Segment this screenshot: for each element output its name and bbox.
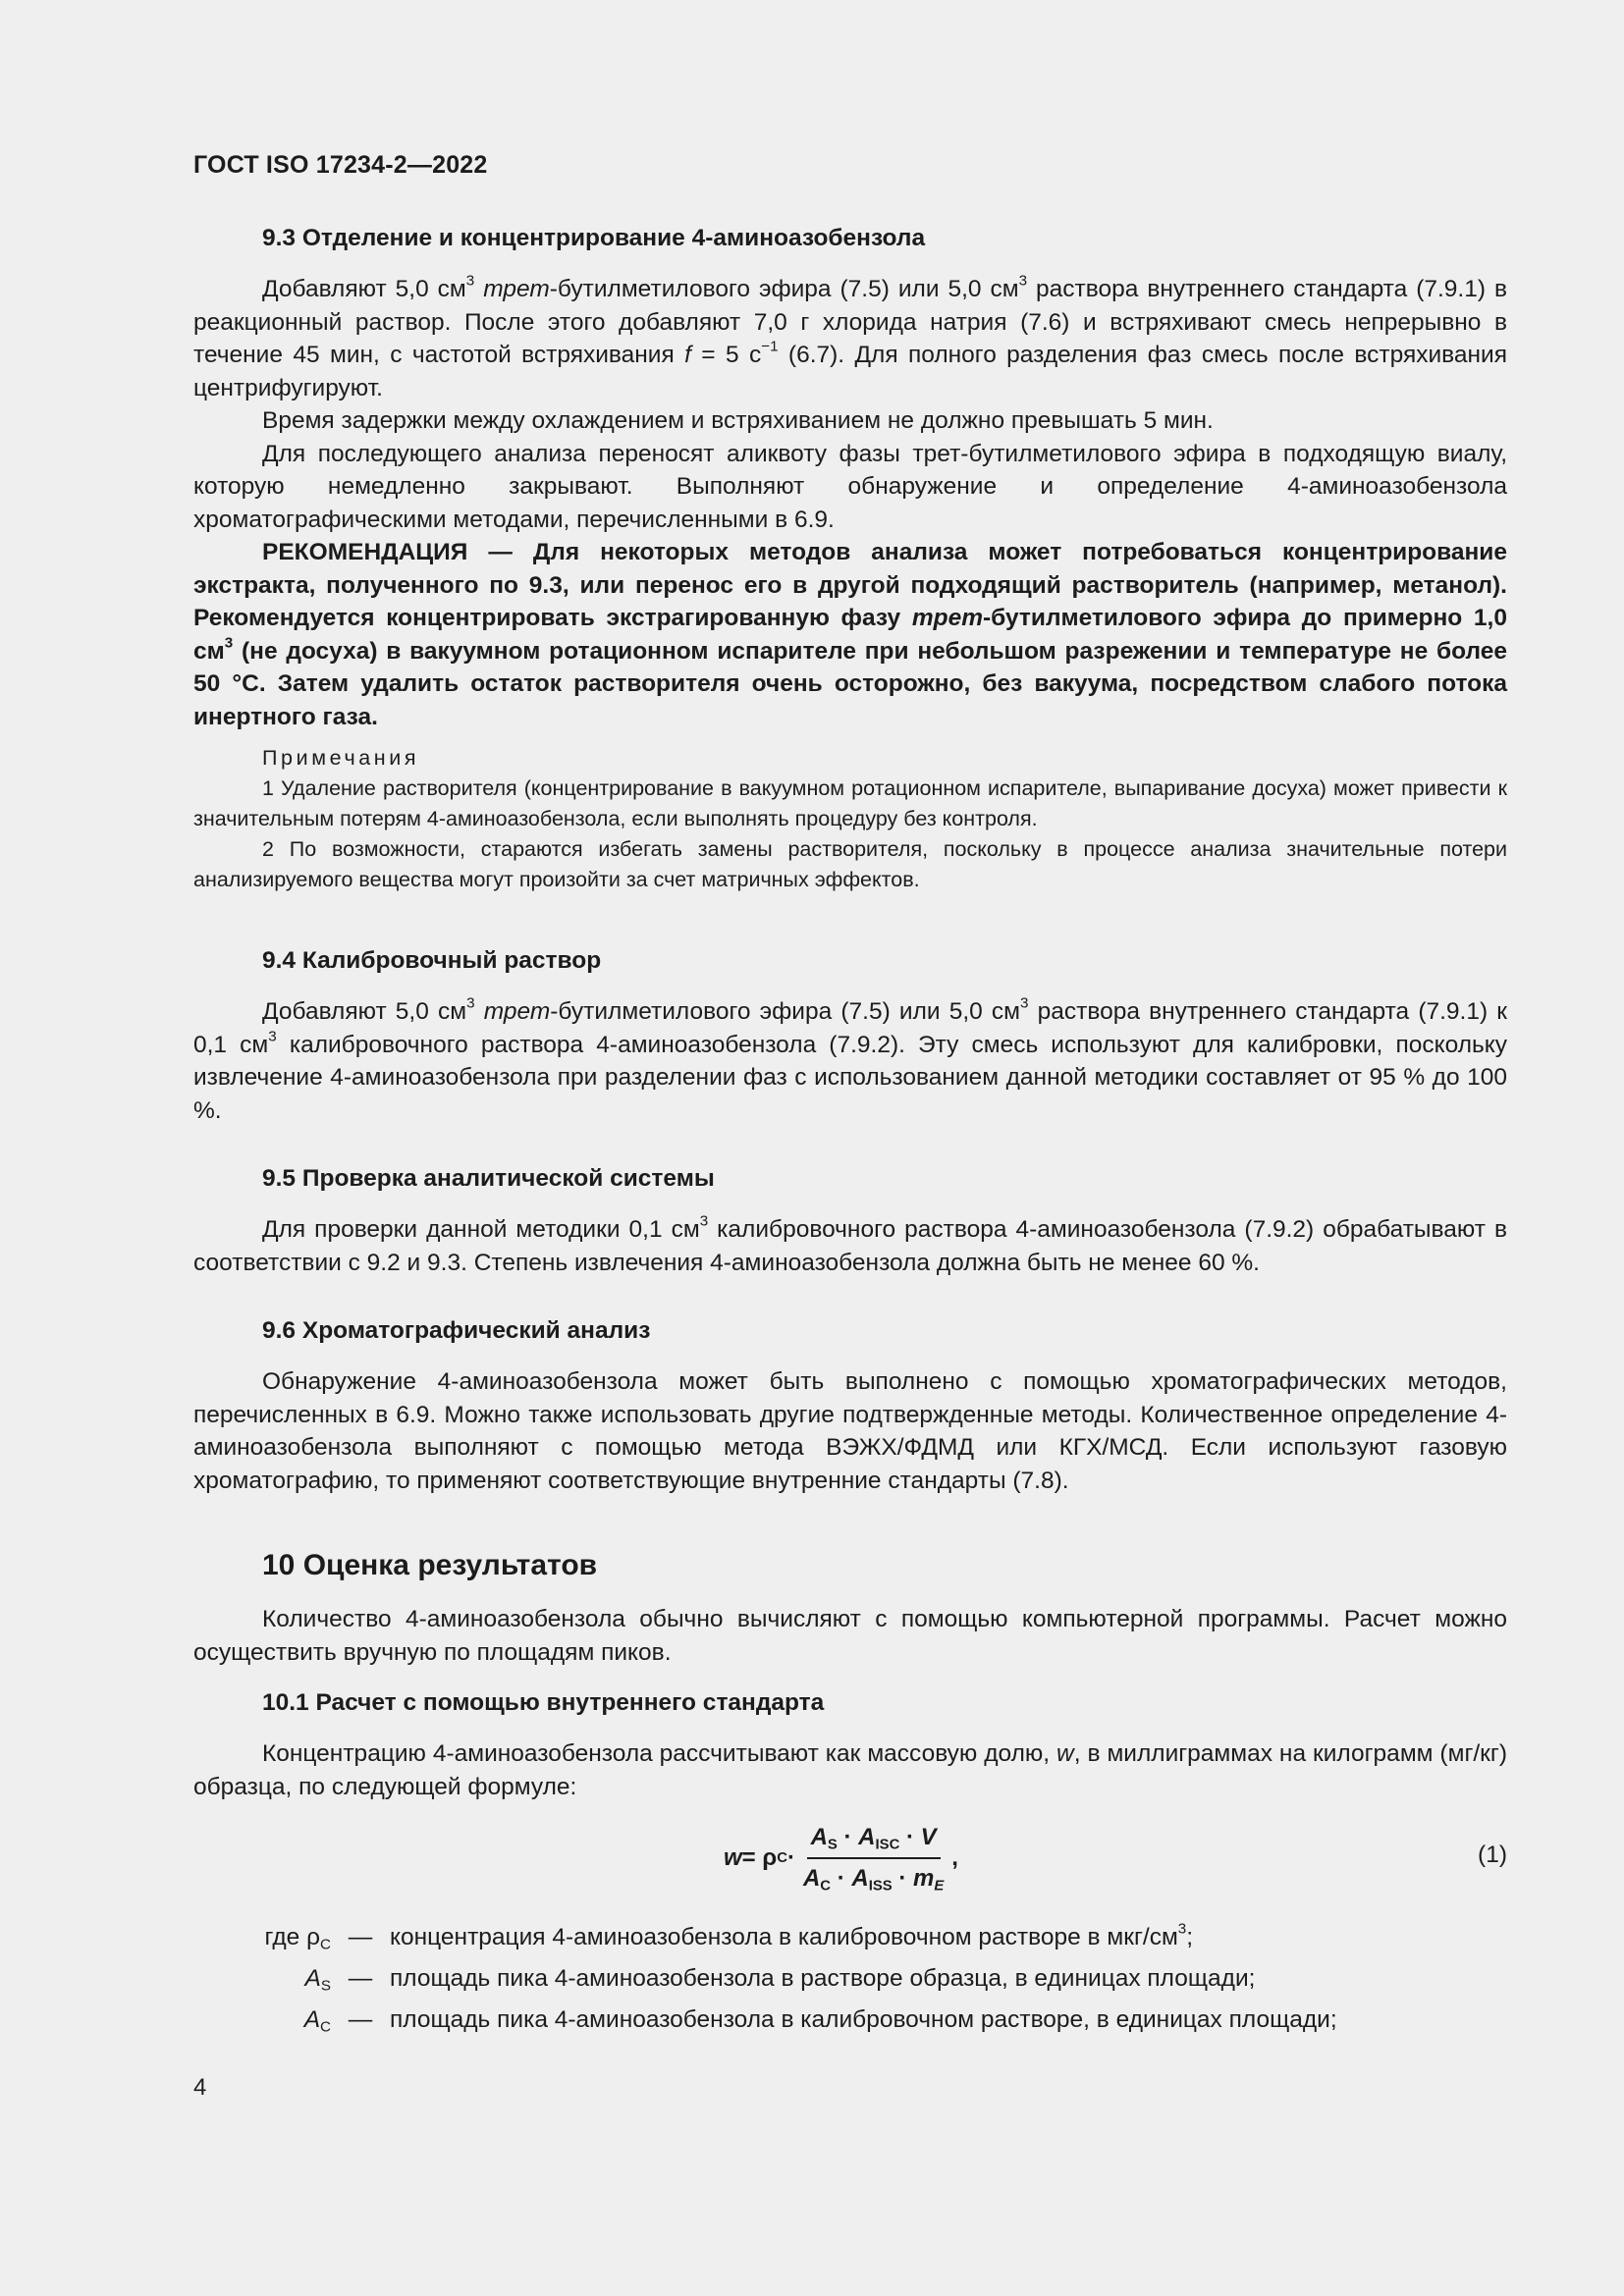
section-9-5-heading: 9.5 Проверка аналитической системы	[262, 1165, 715, 1192]
note-2: 2 По возможности, стараются избегать замены растворителя, поскольку в процессе анализа значительные потери анализируемого вещества могут произойти за счет матричных эффектов.	[193, 837, 1507, 891]
section-10-paragraph: Количество 4-аминоазобензола обычно вычисляют с помощью компьютерной программы. Расчет можно осуществить вручную по площадям пиков.	[193, 1606, 1507, 1666]
document-body	[193, 222, 1507, 2041]
section-9-4-heading: 9.4 Калибровочный раствор	[262, 947, 602, 974]
section-9-5-paragraph: Для проверки данной методики 0,1 $см^3$ калибровочного раствора 4-аминоазобензола (7.9.2) обрабатывают в соответствии с 9.2 и 9.3. Степень извлечения 4-аминоазобензола должна быть не менее 60 %.	[193, 1212, 1507, 1276]
section-10-1-paragraph: Концентрацию 4-аминоазобензола рассчитывают как массовую долю, w, в миллиграммах на килограмм (мг/кг) образца, по следующей формуле:	[193, 1740, 1507, 1800]
document-id-header: ГОСТ ISO 17234-2—2022	[193, 151, 488, 179]
formula-expression: w = ρ C · $\frac{A_S \cdot A_{ISC} \cdot V}{A_C \cdot A_{ISS} \cdot m_E}$ ,	[724, 1821, 958, 1895]
formula-1	[193, 1813, 1507, 1896]
section-9-6-heading: 9.6 Хроматографический анализ	[262, 1317, 651, 1344]
section-10-heading: 10 Оценка результатов	[262, 1549, 598, 1581]
notes-title: Примечания	[262, 746, 420, 770]
section-9-6-paragraph: Обнаружение 4-аминоазобензола может быть выполнено с помощью хроматографических методов, перечисленных в 6.9. Можно также использовать другие подтвержденные методы. Количественное определение 4-аминоазобензола выполняют с помощью метода ВЭЖХ/ФДМД или КГХ/МСД. Если используют газовую хроматографию, то применяют соответствующие внутренние стандарты (7.8).	[193, 1368, 1507, 1494]
section-9-3-paragraph-2: Время задержки между охлаждением и встряхиванием не должно превышать 5 мин.	[262, 407, 1214, 434]
section-10-1-heading: 10.1 Расчет с помощью внутреннего стандарта	[262, 1689, 825, 1716]
recommendation-paragraph: РЕКОМЕНДАЦИЯ — Для некоторых методов анализа может потребоваться концентрирование экстракта, полученного по 9.3, или перенос его в другой подходящий растворитель (например, метанол). Рекомендуется концентрировать экстрагированную фазу трет-бутилметилового эфира до примерно 1,0 $см^3$ (не досуха) в вакуумном ротационном испарителе при небольшом разрежении и температуре не более 50 °С. Затем удалить остаток растворителя очень осторожно, без вакуума, посредством слабого потока инертного газа.	[193, 539, 1507, 730]
formula-fraction	[799, 1821, 947, 1895]
note-1: 1 Удаление растворителя (концентрирование в вакуумном ротационном испарителе, выпаривание досуха) может привести к значительным потерям 4-аминоазобензола, если выполнять процедуру без контроля.	[193, 776, 1507, 830]
section-9-3-paragraph-3: Для последующего анализа переносят аликвоту фазы трет-бутилметилового эфира в подходящую виалу, которую немедленно закрывают. Выполняют обнаружение и определение 4-аминоазобензола хроматографическими методами, перечисленными в 6.9.	[193, 440, 1507, 533]
section-9-3-heading: 9.3 Отделение и концентрирование 4-аминоазобензола	[262, 225, 926, 251]
definition-row: $A_S$ — площадь пика 4-аминоазобензола в растворе образца, в единицах площади;	[304, 1965, 1256, 1995]
section-9-4-paragraph: Добавляют 5,0 $см^3$ трет-бутилметилового эфира (7.5) или 5,0 $см^3$ раствора внутреннего стандарта (7.9.1) к 0,1 $см^3$ калибровочного раствора 4-аминоазобензола (7.9.2). Эту смесь используют для калибровки, поскольку извлечение 4-аминоазобензола при разделении фаз с использованием данной методики составляет от 95 % до 100 %.	[193, 994, 1507, 1124]
definition-row: $A_C$ — площадь пика 4-аминоазобензола в калибровочном растворе, в единицах площади;	[303, 2006, 1337, 2036]
notes-block	[193, 743, 1507, 895]
section-9-3-paragraph-1: Добавляют 5,0 $см^3$ трет-бутилметилового эфира (7.5) или 5,0 $см^3$ раствора внутреннего стандарта (7.9.1) в реакционный раствор. После этого добавляют 7,0 г хлорида натрия (7.6) и встряхивают смесь непрерывно в течение 45 мин, с частотой встряхивания f = 5 $с^{-1}$ (6.7). Для полного разделения фаз смесь после встряхивания центрифугируют.	[193, 272, 1507, 401]
page-number: 4	[193, 2074, 207, 2101]
formula-number: (1)	[1478, 1842, 1507, 1868]
formula-numerator: $A_S \cdot A_{ISC} \cdot V$	[807, 1821, 941, 1859]
formula-denominator: $A_C \cdot A_{ISS} \cdot m_E$	[802, 1864, 945, 1894]
variable-definitions	[193, 1917, 1507, 2041]
definition-row: где $\rho_C$ — концентрация 4-аминоазобензола в калибровочном растворе в мкг/$см^3$;	[264, 1920, 1194, 1953]
